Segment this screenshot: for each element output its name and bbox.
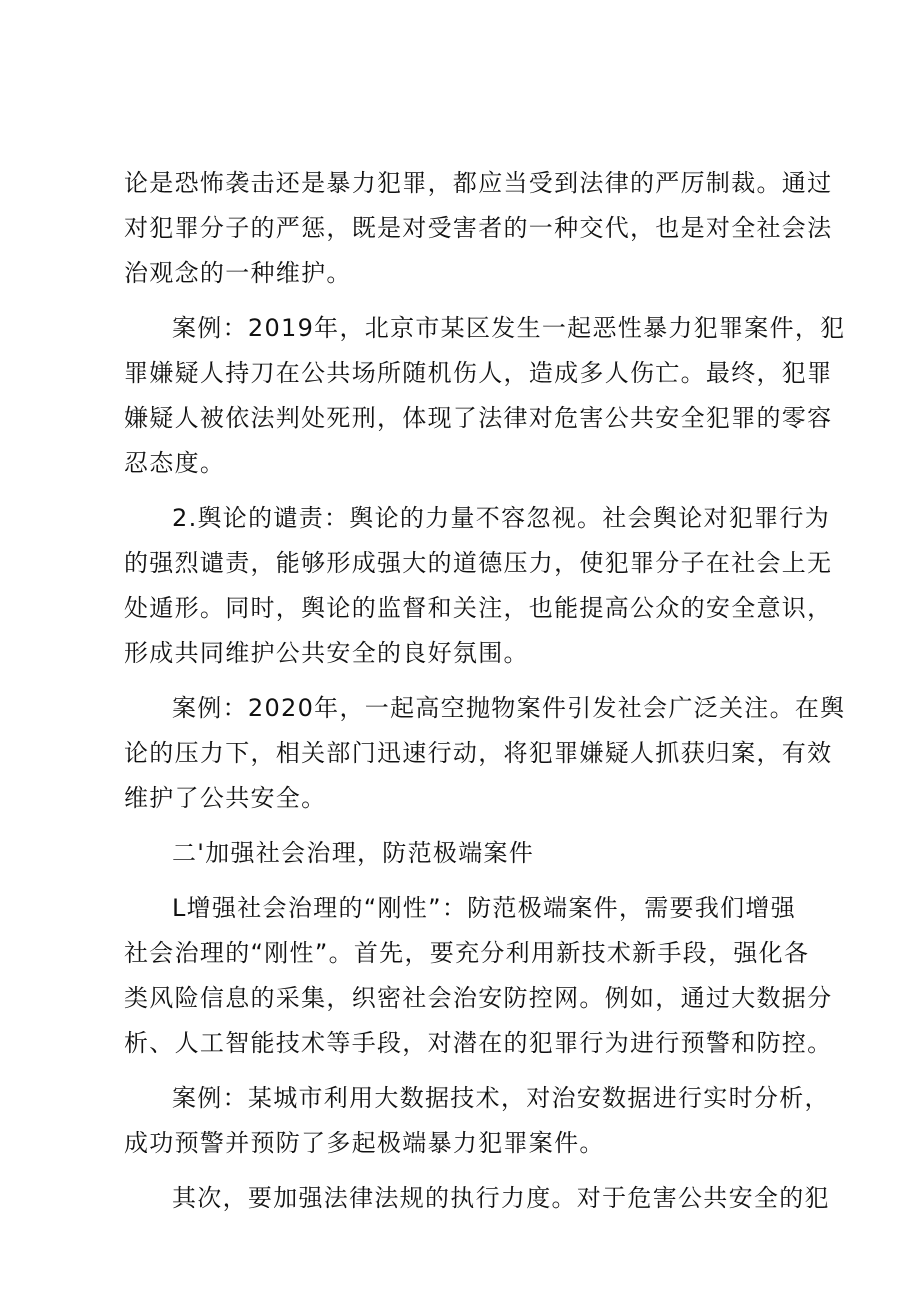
text-line: 对犯罪分子的严惩，既是对受害者的一种交代，也是对全社会法 [124,214,833,242]
document-body [124,161,846,1221]
paragraph-4 [124,686,846,821]
text-line: 析、人工智能技术等手段，对潜在的犯罪行为进行预警和防控。 [124,1029,833,1057]
paragraph-3 [124,496,833,676]
text-line: L增强社会治理的“刚性”：防范极端案件，需要我们增强 [172,894,797,922]
text-line: 形成共同维护公共安全的良好氛围。 [124,639,529,667]
paragraph-8 [124,1176,830,1221]
text-line: 论的压力下，相关部门迅速行动，将犯罪嫌疑人抓获归案，有效 [124,739,833,767]
text-line: 治观念的一种维护。 [124,259,352,287]
paragraph-6 [124,886,833,1066]
text-line: 二'加强社会治理，防范极端案件 [172,839,535,867]
text-line: 其次，要加强法律法规的执行力度。对于危害公共安全的犯 [172,1184,830,1212]
section-heading [124,831,814,876]
text-line: 处遁形。同时，舆论的监督和关注，也能提高公众的安全意识， [124,594,833,622]
text-line: 维护了公共安全。 [124,784,327,812]
text-line: 2.舆论的谴责：舆论的力量不容忽视。社会舆论对犯罪行为 [172,504,830,532]
text-line: 忍态度。 [124,449,226,477]
text-line: 的强烈谴责，能够形成强大的道德压力，使犯罪分子在社会上无 [124,549,833,577]
paragraph-1 [124,161,833,296]
text-line: 嫌疑人被依法判处死刑，体现了法律对危害公共安全犯罪的零容 [124,404,833,432]
text-line: 案例：某城市利用大数据技术，对治安数据进行实时分析， [172,1084,830,1112]
paragraph-2 [124,306,846,486]
text-line: 罪嫌疑人持刀在公共场所随机伤人，造成多人伤亡。最终，犯罪 [124,359,833,387]
text-line: 类风险信息的采集，织密社会治安防控网。例如，通过大数据分 [124,984,833,1012]
paragraph-7 [124,1076,830,1166]
text-line: 社会治理的“刚性”。首先，要充分利用新技术新手段，强化各 [124,939,810,967]
text-line: 成功预警并预防了多起极端暴力犯罪案件。 [124,1129,605,1157]
text-line: 论是恐怖袭击还是暴力犯罪，都应当受到法律的严厉制裁。通过 [124,169,833,197]
text-line: 案例：2020年，一起高空抛物案件引发社会广泛关注。在舆 [172,694,846,722]
text-line: 案例：2019年，北京市某区发生一起恶性暴力犯罪案件，犯 [172,314,846,342]
